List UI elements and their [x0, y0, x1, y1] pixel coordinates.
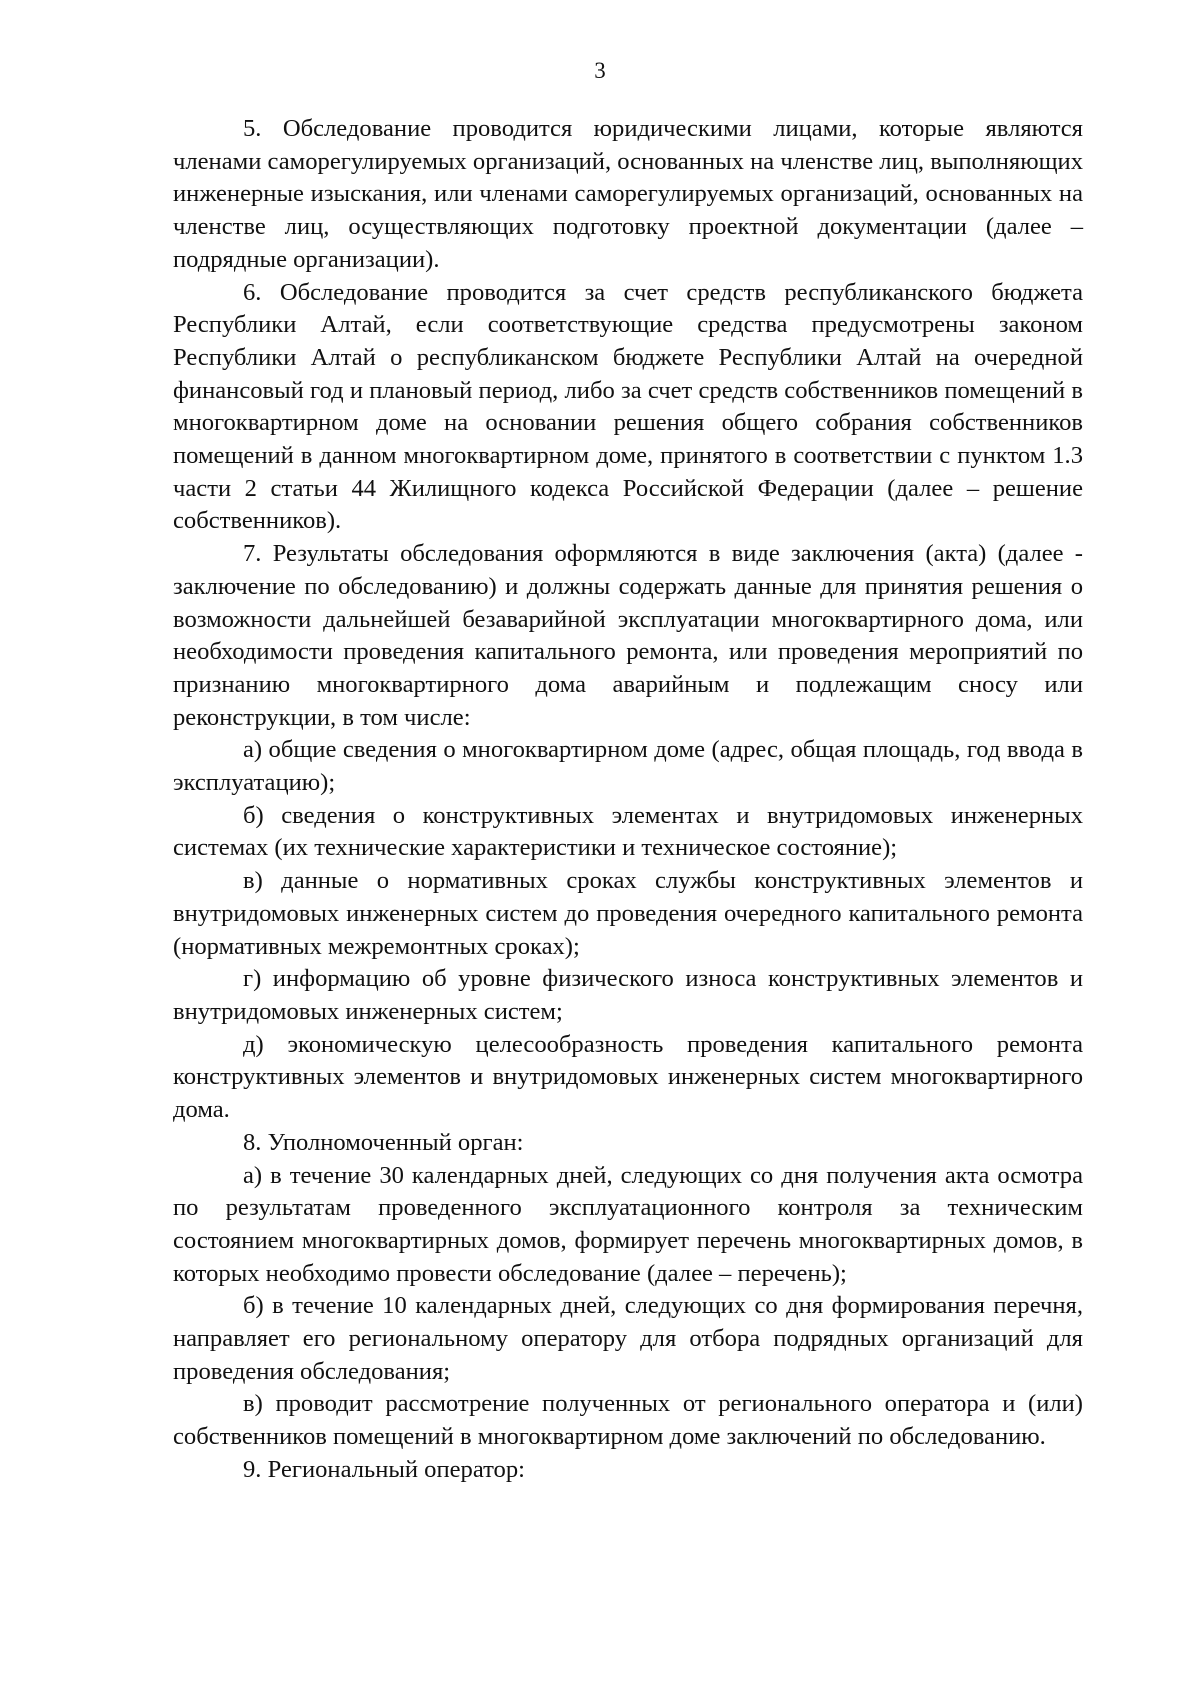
- paragraph-7v: в) данные о нормативных сроках службы конструктивных элементов и внутридомовых инженерных систем до проведения очередного капитального ремонта (нормативных межремонтных сроках);: [173, 867, 1083, 960]
- paragraph-8a: а) в течение 30 календарных дней, следующих со дня получения акта осмотра по результатам проведенного эксплуатационного контроля за техническим состоянием многоквартирных домов, формирует перечень многоквартирных домов, в которых необходимо провести обследование (далее – перечень);: [173, 1161, 1083, 1287]
- paragraph-6: 6. Обследование проводится за счет средств республиканского бюджета Республики Алтай, если соответствующие средства предусмотрены законом Республики Алтай о республиканском бюджете Республики Алтай на очередной финансовый год и плановый период, либо за счет средств собственников помещений в многоквартирном доме на основании решения общего собрания собственников помещений в данном многоквартирном доме, принятого в соответствии с пунктом 1.3 части 2 статьи 44 Жилищного кодекса Российской Федерации (далее – решение собственников).: [173, 278, 1083, 535]
- paragraph-7d: д) экономическую целесообразность проведения капитального ремонта конструктивных элементов и внутридомовых инженерных систем многоквартирного дома.: [173, 1030, 1083, 1124]
- page-number: 3: [594, 58, 606, 83]
- paragraph-7a: а) общие сведения о многоквартирном доме (адрес, общая площадь, год ввода в эксплуатацию);: [173, 736, 1083, 797]
- paragraph-8: 8. Уполномоченный орган:: [243, 1128, 524, 1156]
- paragraph-8b: б) в течение 10 календарных дней, следующих со дня формирования перечня, направляет его региональному оператору для отбора подрядных организаций для проведения обследования;: [173, 1292, 1083, 1385]
- paragraph-7b: б) сведения о конструктивных элементах и внутридомовых инженерных системах (их технические характеристики и техническое состояние);: [173, 801, 1083, 862]
- paragraph-8v: в) проводит рассмотрение полученных от регионального оператора и (или) собственников помещений в многоквартирном доме заключений по обследованию.: [173, 1390, 1083, 1451]
- document-body: [173, 113, 1083, 1487]
- paragraph-5: 5. Обследование проводится юридическими лицами, которые являются членами саморегулируемых организаций, основанных на членстве лиц, выполняющих инженерные изыскания, или членами саморегулируемых организаций, основанных на членстве лиц, осуществляющих подготовку проектной документации (далее – подрядные организации).: [173, 115, 1083, 273]
- paragraph-7g: г) информацию об уровне физического износа конструктивных элементов и внутридомовых инженерных систем;: [173, 965, 1083, 1025]
- paragraph-7: 7. Результаты обследования оформляются в виде заключения (акта) (далее - заключение по обследованию) и должны содержать данные для принятия решения о возможности дальнейшей безаварийной эксплуатации многоквартирного дома, или необходимости проведения капитального ремонта, или проведения мероприятий по признанию многоквартирного дома аварийным и подлежащим сносу или реконструкции, в том числе:: [173, 540, 1083, 731]
- paragraph-9: 9. Региональный оператор:: [243, 1455, 525, 1483]
